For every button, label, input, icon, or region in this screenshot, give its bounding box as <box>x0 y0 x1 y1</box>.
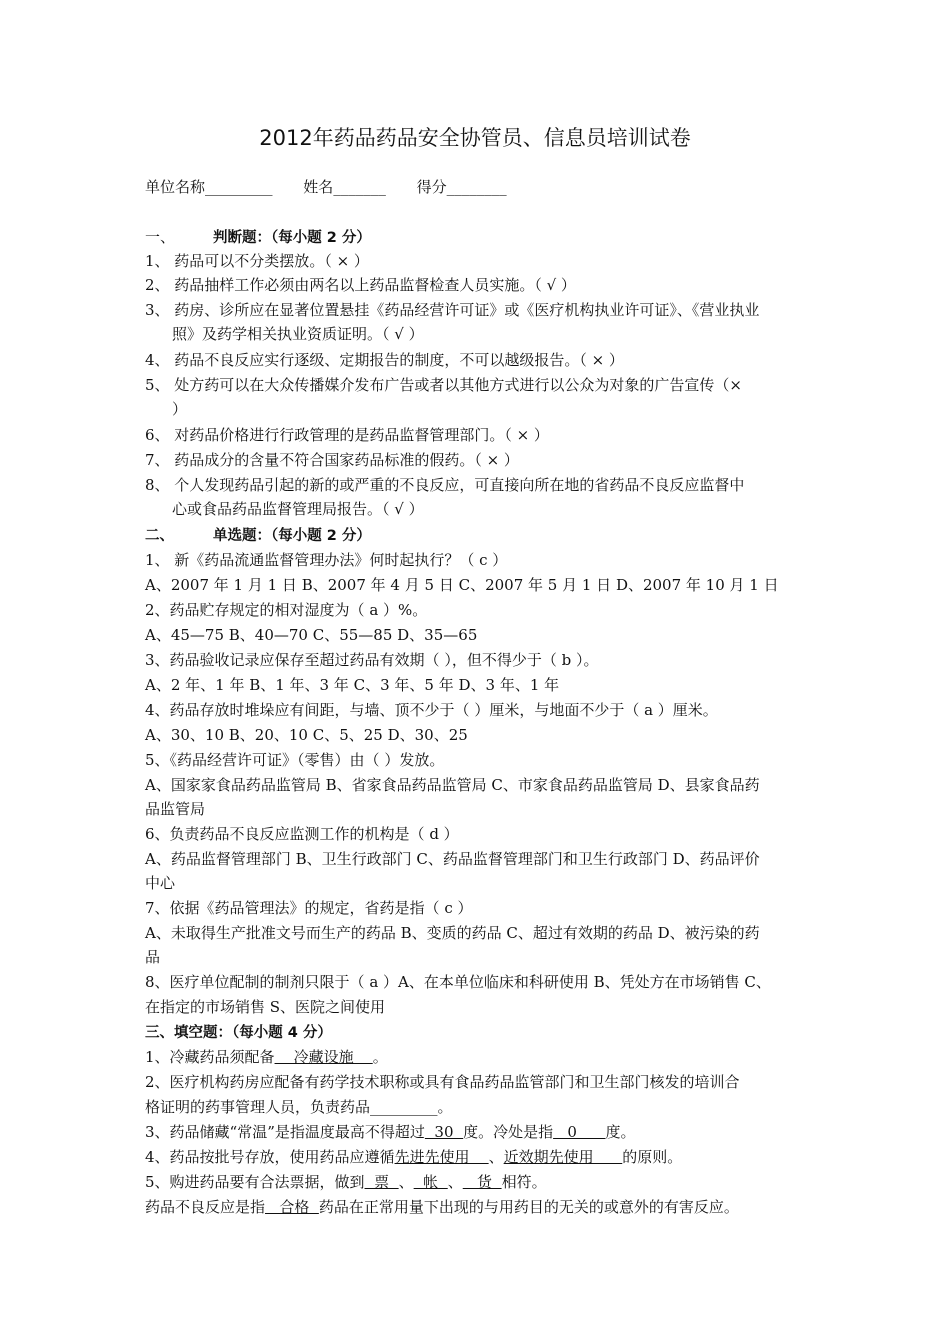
s3-q6 <box>145 1195 739 1219</box>
q4-end: 的原则。 <box>622 1148 683 1166</box>
s3-q2-line1: 2、医疗机构药房应配备有药学技术职称或具有食品药品监管部门和卫生部门核发的培训合 <box>145 1073 740 1091</box>
s2-line: 5、《药品经营许可证》（零售）由（ ）发放。 <box>145 751 445 769</box>
q3-answer1: 30 <box>424 1123 464 1141</box>
s2-line: 8、医疗单位配制的制剂只限于（ a ）A、在本单位临床和科研使用 B、凭处方在市场销售 C、 <box>145 973 771 991</box>
section2-title: 单选题：（每小题 2 分） <box>213 528 371 544</box>
q5-end: 相符。 <box>501 1173 547 1191</box>
unit-blank: _________ <box>205 178 273 196</box>
q1-text: 1、冷藏药品须配备 <box>145 1048 275 1066</box>
s3-q2-line2 <box>145 1095 453 1119</box>
s1-item: 4、 药品不良反应实行逐级、定期报告的制度，不可以越级报告。（ × ） <box>145 351 624 369</box>
q5-answer1: 票 <box>364 1173 399 1191</box>
s3-q4 <box>145 1145 682 1169</box>
s1-item: 5、 处方药可以在大众传播媒介发布广告或者以其他方式进行以公众为对象的广告宣传（× <box>145 376 742 394</box>
s1-item: 7、 药品成分的含量不符合国家药品标准的假药。（ × ） <box>145 451 519 469</box>
q6-text: 药品不良反应是指 <box>145 1198 266 1216</box>
s2-line: A、2 年、1 年 B、1 年、3 年 C、3 年、5 年 D、3 年、1 年 <box>145 676 560 694</box>
s3-q1 <box>145 1045 388 1069</box>
score-label: 得分 <box>416 178 447 196</box>
q2-end: 。 <box>437 1098 453 1116</box>
s2-line: A、国家家食品药品监管局 B、省家食品药品监管局 C、市家食品药品监管局 D、县家食品药 <box>145 776 760 794</box>
s1-item: 1、 药品可以不分类摆放。（ × ） <box>145 252 369 270</box>
q5-sep1: 、 <box>398 1173 414 1191</box>
s1-item: 8、 个人发现药品引起的新的或严重的不良反应，可直接向所在地的省药品不良反应监督中 <box>145 476 745 494</box>
q3-end: 度。 <box>605 1123 636 1141</box>
name-blank: _______ <box>333 178 386 196</box>
header-fields <box>145 175 507 199</box>
s2-line: 4、药品存放时堆垛应有间距，与墙、顶不少于（ ）厘米，与地面不少于（ a ）厘米。 <box>145 701 718 719</box>
s2-line: 3、药品验收记录应保存至超过药品有效期（ ），但不得少于（ b ）。 <box>145 651 599 669</box>
s2-line: A、2007 年 1 月 1 日 B、2007 年 4 月 5 日 C、2007 年 5 月 1 日 D、2007 年 10 月 1 日 <box>145 576 779 594</box>
q5-sep2: 、 <box>447 1173 463 1191</box>
exam-title: 2012年药品药品安全协管员、信息员培训试卷 <box>259 126 691 150</box>
section3-title: 三、填空题：（每小题 4 分） <box>145 1025 332 1041</box>
q5-answer3: 货 <box>462 1173 502 1191</box>
s1-item: 6、 对药品价格进行行政管理的是药品监督管理部门。（ × ） <box>145 426 549 444</box>
q6-answer: 合格 <box>265 1198 319 1216</box>
q5-answer2: 帐 <box>413 1173 448 1191</box>
unit-label: 单位名称 <box>145 178 206 196</box>
section1-title: 判断题：（每小题 2 分） <box>213 230 371 246</box>
q1-answer: 冷藏设施 <box>274 1048 373 1066</box>
q1-end: 。 <box>372 1048 388 1066</box>
s2-line: A、30、10 B、20、10 C、5、25 D、30、25 <box>145 726 468 744</box>
section1-heading <box>145 225 371 250</box>
section1-number: 一、 <box>145 228 176 246</box>
q4-text: 4、药品按批号存放，使用药品应遵循 <box>145 1148 395 1166</box>
q3-mid: 度。冷处是指 <box>463 1123 554 1141</box>
q4-answer1: 先进先使用 <box>394 1148 489 1166</box>
s2-line: 2、药品贮存规定的相对湿度为（ a ）%。 <box>145 601 428 619</box>
q6-end: 药品在正常用量下出现的与用药目的无关的或意外的有害反应。 <box>318 1198 739 1216</box>
s3-q5 <box>145 1170 547 1194</box>
s2-line: 7、依据《药品管理法》的规定，省药是指（ c ） <box>145 899 473 917</box>
q2-blank: _________ <box>370 1098 438 1116</box>
s1-item-cont: ） <box>172 400 188 418</box>
s2-line: 6、负责药品不良反应监测工作的机构是（ d ） <box>145 825 459 843</box>
q3-answer2: 0 <box>553 1123 606 1141</box>
name-label: 姓名 <box>303 178 334 196</box>
s2-line: 1、 新《药品流通监督管理办法》何时起执行？（ c ） <box>145 551 508 569</box>
s1-item-cont: 照》及药学相关执业资质证明。（ √ ） <box>172 325 424 343</box>
s1-item: 3、 药房、诊所应在显著位置悬挂《药品经营许可证》或《医疗机构执业许可证》、《营业执业 <box>145 301 760 319</box>
s2-line: 中心 <box>145 874 176 892</box>
s2-line: 在指定的市场销售 S、医院之间使用 <box>145 998 386 1016</box>
q2-text: 格证明的药事管理人员，负责药品 <box>145 1098 371 1116</box>
s3-q3 <box>145 1120 636 1144</box>
q5-text: 5、购进药品要有合法票据，做到 <box>145 1173 365 1191</box>
q4-sep: 、 <box>488 1148 504 1166</box>
section3-heading <box>145 1020 332 1045</box>
s2-line: 品 <box>145 948 161 966</box>
s2-line: 品监管局 <box>145 800 206 818</box>
s1-item: 2、 药品抽样工作必须由两名以上药品监督检查人员实施。（ √ ） <box>145 276 576 294</box>
score-blank: ________ <box>446 178 507 196</box>
section2-number: 二、 <box>145 528 174 544</box>
s2-line: A、未取得生产批准文号而生产的药品 B、变质的药品 C、超过有效期的药品 D、被污染的药 <box>145 924 760 942</box>
s1-item-cont: 心或食品药品监督管理局报告。（ √ ） <box>172 500 424 518</box>
section2-heading <box>145 523 371 548</box>
s2-line: A、45—75 B、40—70 C、55—85 D、35—65 <box>145 626 478 644</box>
s2-line: A、药品监督管理部门 B、卫生行政部门 C、药品监督管理部门和卫生行政部门 D、药品评价 <box>145 850 760 868</box>
q3-text: 3、药品储藏“常温”是指温度最高不得超过 <box>145 1123 425 1141</box>
q4-answer2: 近效期先使用 <box>503 1148 623 1166</box>
